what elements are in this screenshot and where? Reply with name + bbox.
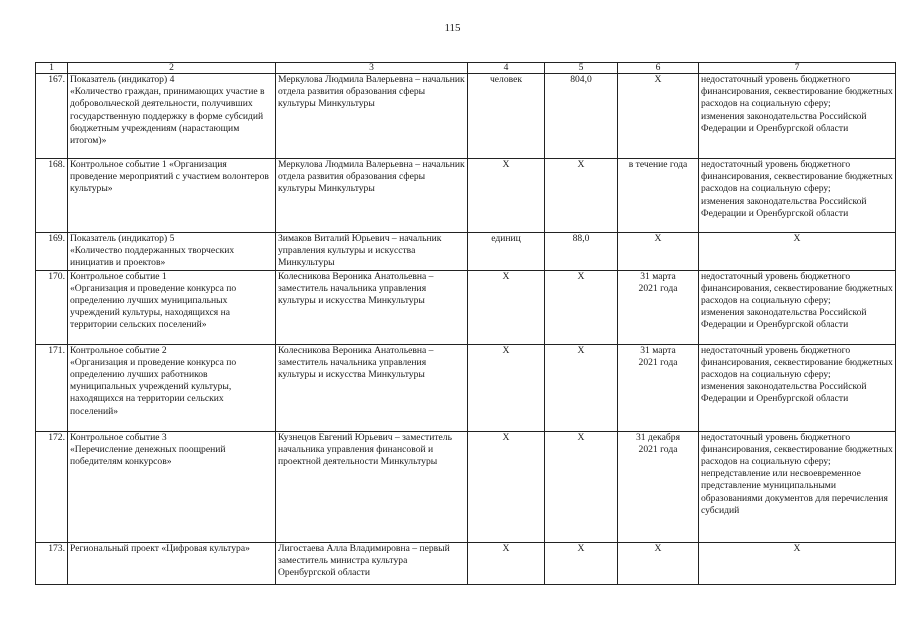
responsible-cell: Колесникова Вероника Анатольевна – заместитель начальника управления культуры и искусства Минкультуры: [276, 270, 468, 344]
row-number-cell: 170.: [36, 270, 68, 344]
responsible-cell: Колесникова Вероника Анатольевна – заместитель начальника управления культуры и искусства Минкультуры: [276, 344, 468, 431]
responsible-cell: Кузнецов Евгений Юрьевич – заместитель начальника управления финансовой и проектной деятельности Минкультуры: [276, 431, 468, 542]
page-number: 115: [444, 22, 461, 34]
unit-cell: X: [468, 542, 545, 584]
table-row: [36, 270, 896, 344]
value-cell: 804,0: [545, 74, 618, 159]
value-cell: 88,0: [545, 233, 618, 271]
row-number-cell: 172.: [36, 431, 68, 542]
responsible-cell: Зимаков Виталий Юрьевич – начальник управления культуры и искусства Минкультуры: [276, 233, 468, 271]
risks-cell: X: [699, 542, 896, 584]
unit-cell: человек: [468, 74, 545, 159]
responsible-cell: Лигостаева Алла Владимировна – первый заместитель министра культура Оренбургской области: [276, 542, 468, 584]
risks-cell: недостаточный уровень бюджетного финансирования, секвестирование бюджетных расходов на социальную сферу; изменения законодательства Российской Федерации и Оренбургской области: [699, 344, 896, 431]
column-header: 1: [36, 63, 68, 74]
deadline-cell: X: [618, 74, 699, 159]
column-header: 2: [68, 63, 276, 74]
column-header: 3: [276, 63, 468, 74]
table-row: [36, 542, 896, 584]
row-number-cell: 173.: [36, 542, 68, 584]
unit-cell: единиц: [468, 233, 545, 271]
unit-cell: X: [468, 344, 545, 431]
event-name-cell: Показатель (индикатор) 4 «Количество граждан, принимающих участие в добровольческой деятельности, получивших государственную поддержку в форме субсидий бюджетным учреждениям (нарастающим итогом)»: [68, 74, 276, 159]
table-row: [36, 431, 896, 542]
event-name-cell: Региональный проект «Цифровая культура»: [68, 542, 276, 584]
value-cell: X: [545, 159, 618, 233]
value-cell: X: [545, 431, 618, 542]
table-row: [36, 233, 896, 271]
unit-cell: X: [468, 431, 545, 542]
unit-cell: X: [468, 159, 545, 233]
table-row: [36, 159, 896, 233]
event-name-cell: Контрольное событие 1 «Организация и проведение конкурса по определению лучших муниципальных учреждений культуры, находящихся на территории сельских поселений»: [68, 270, 276, 344]
event-name-cell: Показатель (индикатор) 5 «Количество поддержанных творческих инициатив и проектов»: [68, 233, 276, 271]
event-name-cell: Контрольное событие 2 «Организация и проведение конкурса по определению лучших работников муниципальных учреждений культуры, находящихся на территории сельских поселений»: [68, 344, 276, 431]
table-row: [36, 74, 896, 159]
row-number-cell: 171.: [36, 344, 68, 431]
column-header: 4: [468, 63, 545, 74]
row-number-cell: 167.: [36, 74, 68, 159]
risks-cell: недостаточный уровень бюджетного финансирования, секвестирование бюджетных расходов на социальную сферу; изменения законодательства Российской Федерации и Оренбургской области: [699, 159, 896, 233]
column-header: 7: [699, 63, 896, 74]
value-cell: X: [545, 344, 618, 431]
unit-cell: X: [468, 270, 545, 344]
column-number-header-row: [36, 63, 896, 74]
risks-cell: X: [699, 233, 896, 271]
row-number-cell: 169.: [36, 233, 68, 271]
deadline-cell: 31 марта 2021 года: [618, 344, 699, 431]
row-number-cell: 168.: [36, 159, 68, 233]
deadline-cell: X: [618, 542, 699, 584]
event-name-cell: Контрольное событие 1 «Организация проведение мероприятий с участием волонтеров культуры»: [68, 159, 276, 233]
risks-cell: недостаточный уровень бюджетного финансирования, секвестирование бюджетных расходов на социальную сферу; изменения законодательства Российской Федерации и Оренбургской области: [699, 270, 896, 344]
risks-cell: недостаточный уровень бюджетного финансирования, секвестирование бюджетных расходов на социальную сферу; изменения законодательства Российской Федерации и Оренбургской области: [699, 74, 896, 159]
deadline-cell: X: [618, 233, 699, 271]
deadline-cell: в течение года: [618, 159, 699, 233]
column-header: 5: [545, 63, 618, 74]
responsible-cell: Меркулова Людмила Валерьевна – начальник отдела развития образования сферы культуры Минкультуры: [276, 159, 468, 233]
responsible-cell: Меркулова Людмила Валерьевна – начальник отдела развития образования сферы культуры Минкультуры: [276, 74, 468, 159]
value-cell: X: [545, 270, 618, 344]
value-cell: X: [545, 542, 618, 584]
deadline-cell: 31 марта 2021 года: [618, 270, 699, 344]
event-name-cell: Контрольное событие 3 «Перечисление денежных поощрений победителям конкурсов»: [68, 431, 276, 542]
table-row: [36, 344, 896, 431]
column-header: 6: [618, 63, 699, 74]
deadline-cell: 31 декабря 2021 года: [618, 431, 699, 542]
document-table: [35, 62, 896, 585]
risks-cell: недостаточный уровень бюджетного финансирования, секвестирование бюджетных расходов на социальную сферу; непредставление или несвоевременное представление муниципальными образованиями документов для перечисления субсидий: [699, 431, 896, 542]
